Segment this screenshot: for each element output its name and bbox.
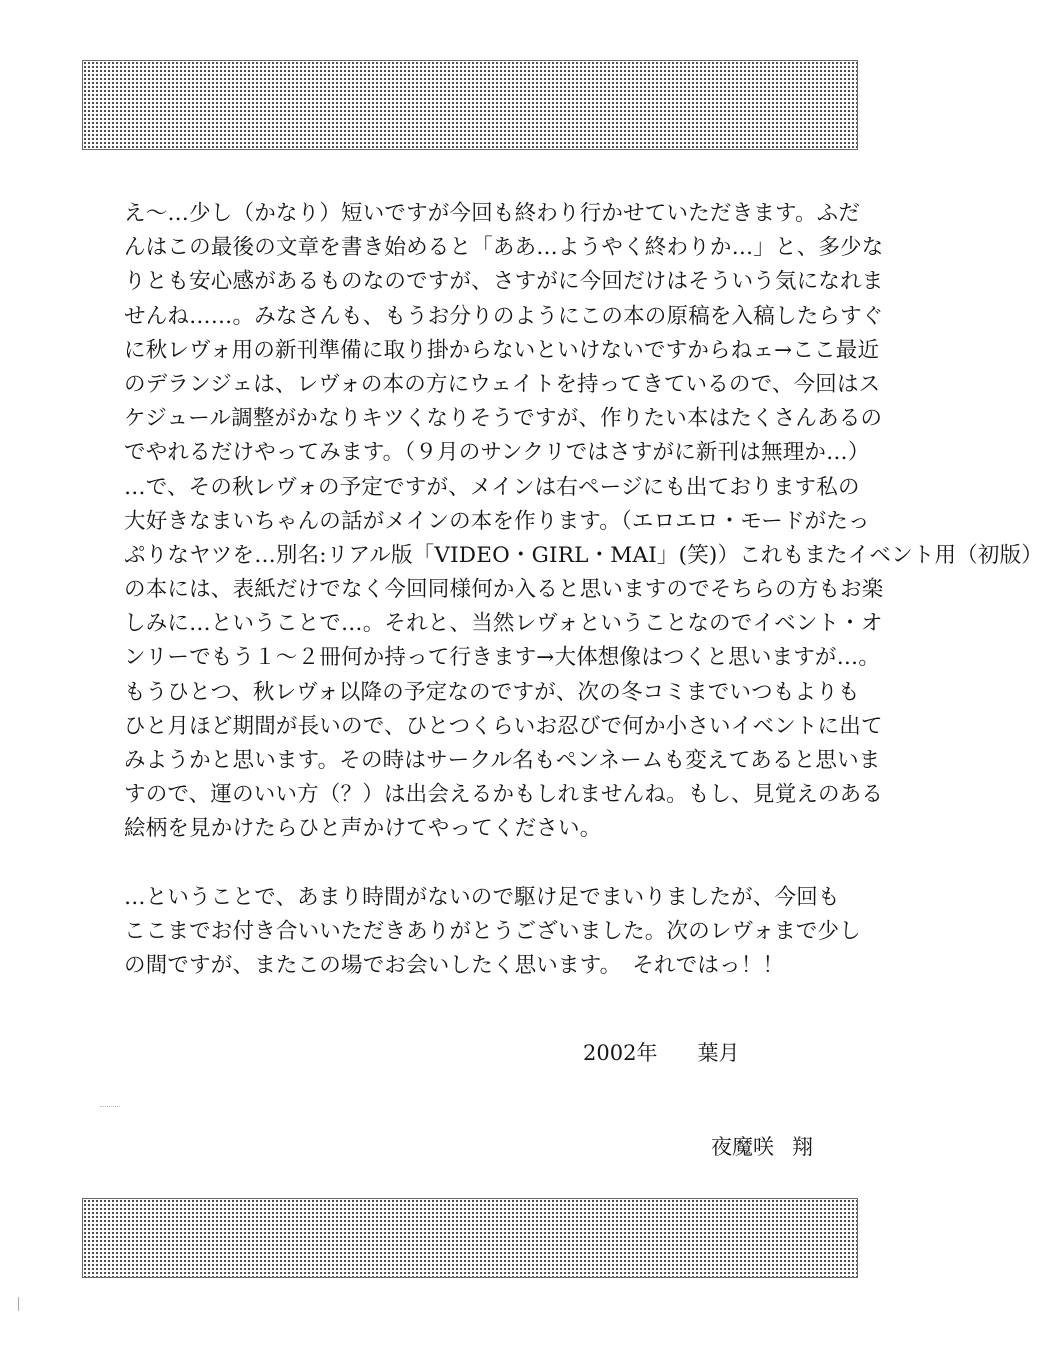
top-decorative-band — [82, 60, 858, 150]
text-line-1: え～…少し（かなり）短いですが今回も終わり行かせていただきます。ふだ — [124, 201, 861, 226]
text-line-11: ぷりなヤツを…別名:リアル版「VIDEO・GIRL・MAI」(笑)）これもまたイベント用（初版） — [124, 542, 1043, 568]
text-line-10: 大好きなまいちゃんの話がメインの本を作ります。（エロエロ・モードがたっ — [124, 508, 870, 534]
text-line-17: みようかと思います。その時はサークル名もペンネームも変えてあると思いま — [124, 748, 881, 773]
signature-month: 葉月 — [697, 1041, 740, 1065]
signature-author — [711, 1131, 813, 1161]
signature-year: 2002年 — [583, 1041, 658, 1065]
scan-edge-mark — [18, 1297, 19, 1311]
text-line-12: の本には、表紙だけでなく今回同様何か入ると思いますのでそちらの方もお楽 — [124, 577, 884, 603]
signature-date — [583, 1037, 739, 1067]
text-line-23: の間ですが、またこの場でお会いしたく思います。 それではっ！！ — [124, 953, 785, 979]
text-line-15: もうひとつ、秋レヴォ以降の予定なのですが、次の冬コミまでいつもよりも — [124, 679, 860, 705]
text-line-22: ここまでお付き合いいただきありがとうございました。次のレヴォまで少し — [124, 918, 861, 944]
text-line-14: ンリーでもう１～２冊何か持って行きます→大体想像はつくと思いますが…。 — [124, 645, 881, 671]
text-line-2: んはこの最後の文章を書き始めると「ああ…ようやく終わりか…」と、多少な — [124, 235, 884, 261]
text-line-9: …で、その秋レヴォの予定ですが、メインは右ページにも出ております私の — [124, 474, 860, 500]
paragraph-gap — [124, 847, 844, 881]
text-line-6: のデランジェは、レヴォの本の方にウェイトを持ってきているので、今回はス — [124, 371, 881, 397]
author-family-name: 夜魔咲 — [711, 1135, 774, 1159]
text-line-4: せんね……。みなさんも、もうお分りのようにこの本の原稿を入稿したらすぐ — [124, 303, 884, 329]
text-line-3: りとも安心感があるものなのですが、さすがに今回だけはそういう気になれま — [124, 269, 884, 295]
text-line-13: しみに…ということで…。それと、当然レヴォということなのでイベント・オ — [124, 611, 883, 637]
text-line-18: すので、運のいい方（？）は出会えるかもしれませんね。もし、見覚えのある — [124, 782, 884, 808]
bottom-decorative-band — [82, 1198, 858, 1278]
text-line-8: でやれるだけやってみます。（９月のサンクリではさすがに新刊は無理か…） — [124, 440, 870, 466]
text-line-16: ひと月ほど期間が長いので、ひとつくらいお忍びで何か小さいイベントに出て — [124, 713, 883, 739]
text-line-21: …ということで、あまり時間がないので駆け足でまいりましたが、今回も — [124, 884, 840, 910]
text-line-5: に秋レヴォ用の新刊準備に取り掛からないといけないですからねェ→ここ最近 — [124, 337, 880, 363]
text-line-7: ケジュール調整がかなりキツくなりそうですが、作りたい本はたくさんあるの — [124, 406, 883, 432]
text-line-19: 絵柄を見かけたらひと声かけてやってください。 — [124, 816, 602, 842]
afterword-text — [124, 197, 1043, 983]
author-given-name: 翔 — [792, 1135, 813, 1159]
scan-speck — [100, 1106, 120, 1110]
